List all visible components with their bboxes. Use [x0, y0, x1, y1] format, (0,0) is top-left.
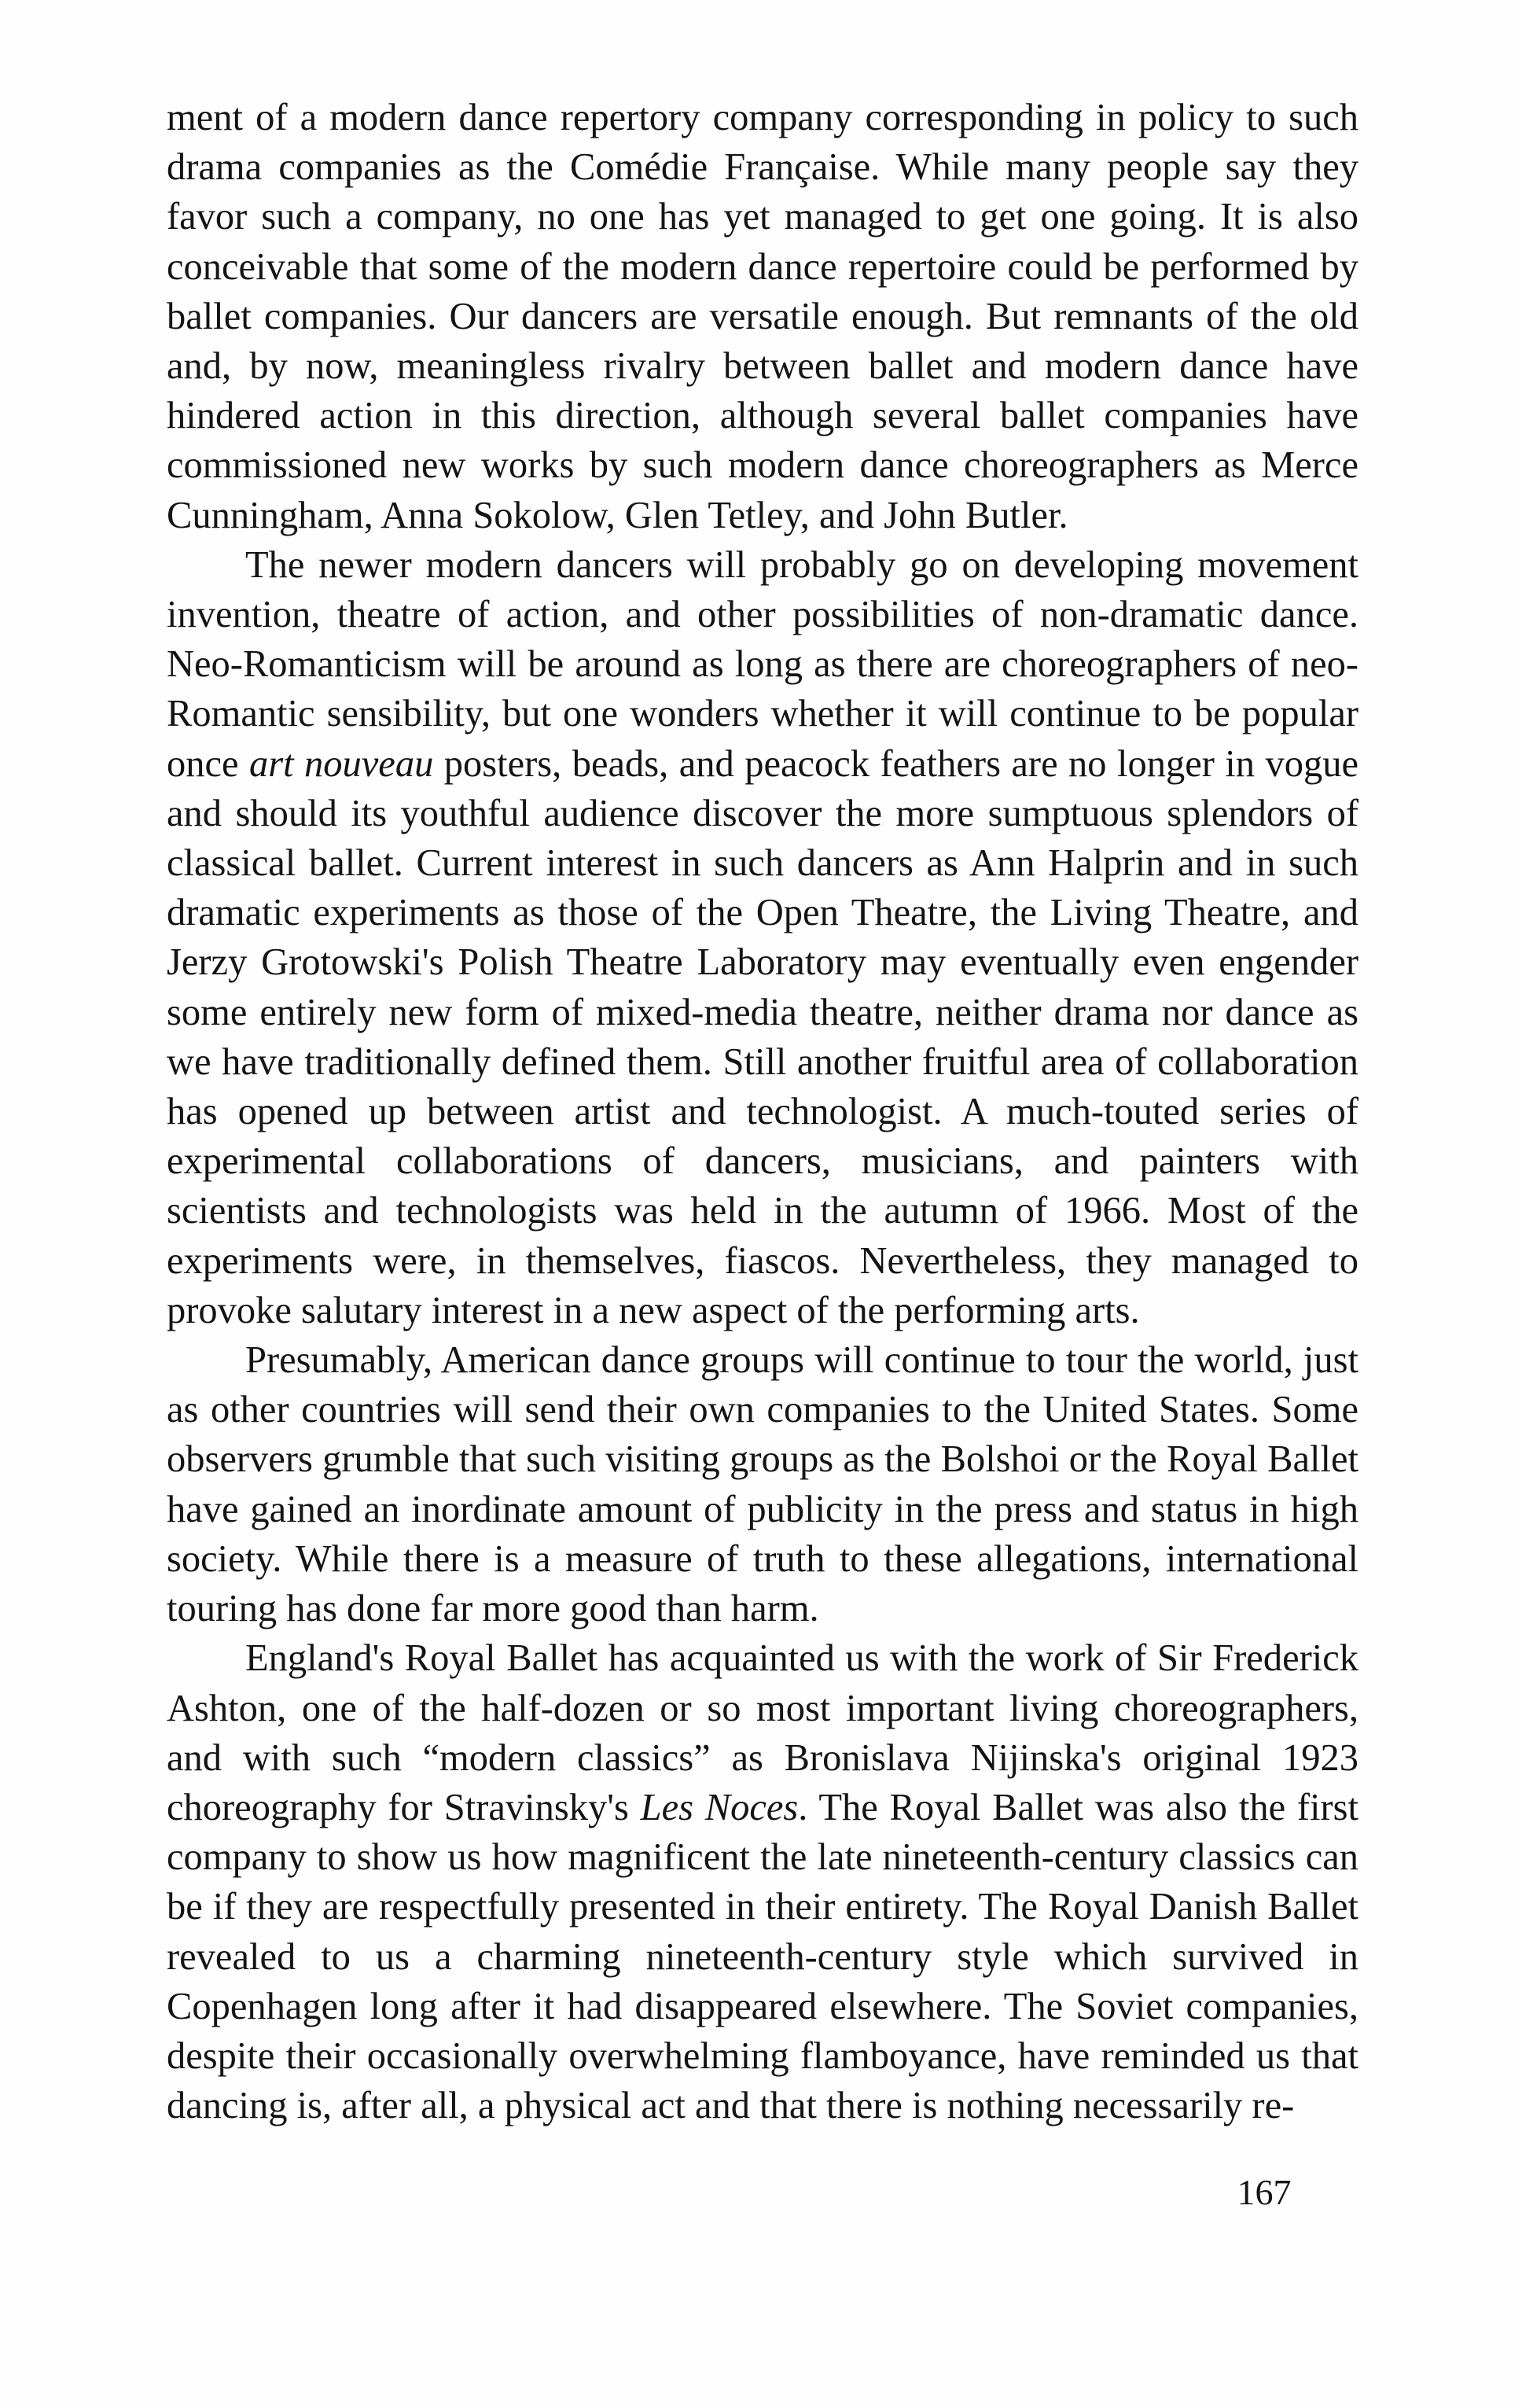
text-segment: . The Royal Ballet was also the first company to show us how magnificent the late nineteenth-century classics can be if they are respectfully presented in their entirety. The Royal Danish Ballet revealed to us a charming nineteenth-century style which survived in Copenhagen long after it had disappeared elsewhere. The Soviet companies, despite their occasionally overwhelming flamboyance, have reminded us that dancing is, after all, a physical act and that there is nothing necessarily re-	[167, 1786, 1358, 2127]
text-segment: ment of a modern dance repertory company corresponding in policy to such drama companies as the Comédie Française. While many people say they favor such a company, no one has yet managed to get one going. It is also conceivable that some of the modern dance repertoire could be performed by ballet companies. Our dancers are versatile enough. But remnants of the old and, by now, meaningless rivalry between ballet and modern dance have hindered action in this direction, although several ballet companies have commissioned new works by such modern dance choreographers as Merce Cunningham, Anna Sokolow, Glen Tetley, and John Butler.	[167, 97, 1358, 536]
body-text	[167, 93, 1358, 2130]
page-number: 167	[1237, 2172, 1292, 2212]
paragraph-4	[167, 1633, 1358, 2130]
text-segment: The newer modern dancers will probably go on developing movement invention, theatre of action, and other possibilities of non-dramatic dance. Neo-Romanticism will be around as long as there are choreographers of neo-Romantic sensibility, but one wonders whether it will continue to be popular once	[167, 543, 1358, 785]
paragraph-1	[167, 93, 1358, 540]
italic-term: art nouveau	[249, 742, 434, 785]
text-segment: England's Royal Ballet has acquainted us with the work of Sir Frederick Ashton, one of the half-dozen or so most important living choreographers, and with such “modern classics” as Bronislava Nijinska's original 1923 choreography for Stravinsky's	[167, 1637, 1358, 1828]
text-segment: posters, beads, and peacock feathers are no longer in vogue and should its youthful audience discover the more sumptuous splendors of classical ballet. Current interest in such dancers as Ann Halprin and in such dramatic experiments as those of the Open Theatre, the Living Theatre, and Jerzy Grotowski's Polish Theatre Laboratory may eventually even engender some entirely new form of mixed-media theatre, neither drama nor dance as we have traditionally defined them. Still another fruitful area of collaboration has opened up between artist and technologist. A much-touted series of experimental collaborations of dancers, musicians, and painters with scientists and technologists was held in the autumn of 1966. Most of the experiments were, in themselves, fiascos. Nevertheless, they managed to provoke salutary interest in a new aspect of the performing arts.	[167, 742, 1358, 1331]
paragraph-3	[167, 1335, 1358, 1633]
italic-title: Les Noces	[640, 1786, 799, 1828]
paragraph-2	[167, 540, 1358, 1335]
text-segment: Presumably, American dance groups will continue to tour the world, just as other countries will send their own companies to the United States. Some observers grumble that such visiting groups as the Bolshoi or the Royal Ballet have gained an inordinate amount of publicity in the press and status in high society. While there is a measure of truth to these allegations, international touring has done far more good than harm.	[167, 1339, 1358, 1630]
